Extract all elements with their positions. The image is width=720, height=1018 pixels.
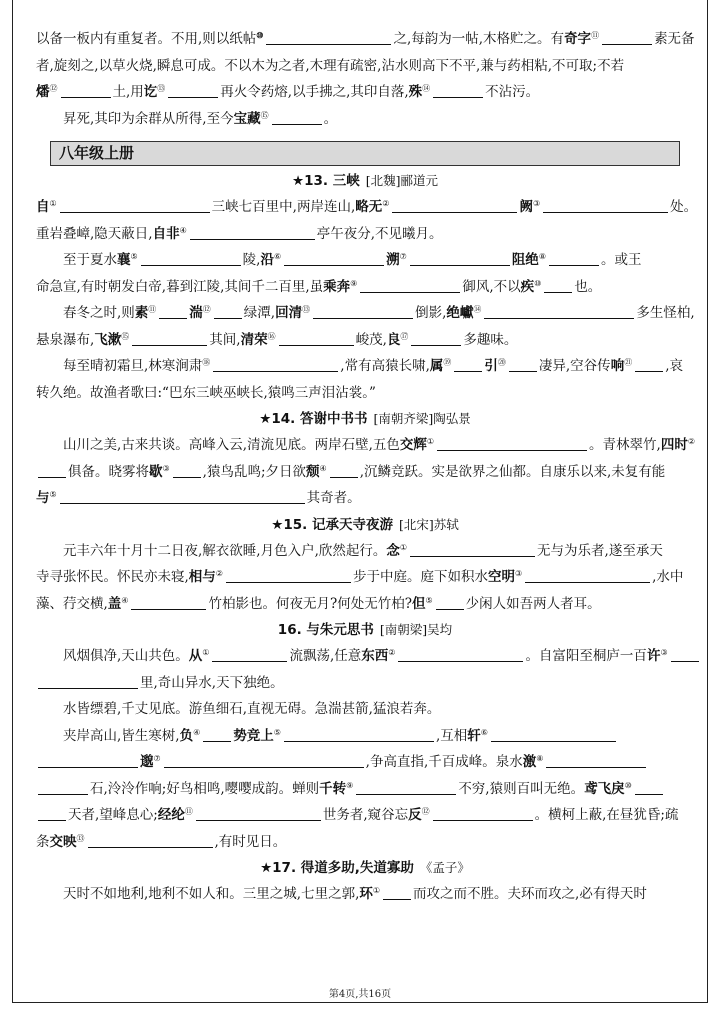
answer-blank[interactable] (433, 83, 483, 98)
lesson-title: ★17. 得道多助,失道寡助 《孟子》 (260, 860, 470, 876)
text-line: 元丰六年十月十二日夜,解衣欲睡,月色入户,欣然起行。念① 无与为乐者,遂至承天 (63, 542, 663, 559)
text-line: 与⑤ 其奇者。 (36, 490, 361, 506)
answer-blank[interactable] (164, 753, 364, 768)
answer-blank[interactable] (60, 489, 305, 504)
text-line: 邈⑦ ,争高直指,千百成峰。泉水激⑧ (36, 749, 694, 776)
answer-blank[interactable] (491, 727, 616, 742)
answer-blank[interactable] (284, 727, 434, 742)
section-heading: 八年级上册 (50, 141, 680, 166)
answer-blank[interactable] (433, 806, 533, 821)
answer-blank[interactable] (635, 780, 663, 795)
answer-blank[interactable] (360, 278, 460, 293)
answer-blank[interactable] (410, 542, 535, 557)
text-line: 天者,望峰息心;经纶⑪ 世务者,窥谷忘反⑫ 。横柯上蔽,在昼犹昏;疏 (36, 802, 694, 829)
answer-blank[interactable] (279, 331, 354, 346)
text-line: 重岩叠嶂,隐天蔽日,自非④ 亭午夜分,不见曦月。 (36, 225, 443, 242)
text-line: 至于夏水襄⑤ 陵,沿⑥ 溯⑦ 阻绝⑧ 。或王 (63, 252, 642, 268)
answer-blank[interactable] (392, 198, 517, 213)
answer-blank[interactable] (398, 647, 523, 662)
answer-blank[interactable] (61, 83, 111, 98)
text-line: 每至晴初霜旦,林寒涧肃⑱ ,常有高猿长啸,属⑲ 引⑳ 凄异,空谷传响$^㉑$ ,哀 (63, 358, 683, 374)
text-line: 山川之美,古来共谈。高峰入云,清流见底。两岸石壁,五色交辉① 。青林翠竹,四时② (63, 437, 696, 453)
answer-blank[interactable] (173, 463, 201, 478)
text-line: 命急宣,有时朝发白帝,暮到江陵,其间千二百里,虽乘奔⑨ 御风,不以疾⑩ 也。 (36, 278, 602, 295)
answer-blank[interactable] (203, 727, 231, 742)
answer-blank[interactable] (383, 885, 411, 900)
text-line: 藻、荇交横,盖④ 竹柏影也。何夜无月?何处无竹柏?但⑤ 少闲人如吾两人者耳。 (36, 595, 601, 612)
answer-blank[interactable] (168, 83, 218, 98)
text-line: 昇死,其印为余群从所得,至今宝藏⑮ 。 (63, 110, 338, 127)
answer-blank[interactable] (437, 436, 587, 451)
answer-blank[interactable] (60, 198, 210, 213)
answer-blank[interactable] (266, 30, 391, 45)
text-line: 石,泠泠作响;好鸟相鸣,嘤嘤成韵。蝉则千转⑨ 不穷,猿则百叫无绝。鸢飞戾⑩ (36, 776, 694, 803)
lesson-title: ★14. 答谢中书书 [南朝齐梁]陶弘景 (259, 411, 471, 427)
text-line: 悬泉瀑布,飞漱⑮ 其间,清荣⑯ 峻茂,良⑰ 多趣味。 (36, 331, 518, 348)
answer-blank[interactable] (313, 304, 413, 319)
lesson-title: ★13. 三峡 [北魏]郦道元 (292, 173, 438, 189)
answer-blank[interactable] (141, 251, 241, 266)
text-line: 春冬之时,则素⑪ 湍⑫ 绿潭,回清⑬ 倒影,绝巘⑭ 多生怪柏, (63, 305, 695, 321)
answer-blank[interactable] (214, 304, 242, 319)
answer-blank[interactable] (525, 568, 650, 583)
text-line: 风烟俱净,天山共色。从① 流飘荡,任意东西② 。自富阳至桐庐一百许③ (36, 643, 694, 670)
text-line: 燔⑫ 土,用讫⑬ 再火令药熔,以手拂之,其印自落,殊⑭ 不沾污。 (36, 84, 540, 100)
answer-blank[interactable] (38, 753, 138, 768)
answer-blank[interactable] (330, 463, 358, 478)
text-line: 转久绝。故渔者歌曰:“巴东三峡巫峡长,猿鸣三声泪沾裳。” (36, 384, 376, 401)
answer-blank[interactable] (356, 780, 456, 795)
answer-blank[interactable] (38, 463, 66, 478)
answer-blank[interactable] (411, 331, 461, 346)
text-line: 寺寻张怀民。怀民亦未寝,相与② 步于中庭。庭下如积水空明③ ,水中 (36, 569, 684, 585)
lesson-title: 16. 与朱元思书 [南朝梁]吴均 (277, 622, 453, 638)
page-content (36, 26, 698, 908)
answer-blank[interactable] (272, 110, 322, 125)
answer-blank[interactable] (549, 251, 599, 266)
answer-blank[interactable] (484, 304, 634, 319)
answer-blank[interactable] (284, 251, 384, 266)
answer-blank[interactable] (546, 753, 646, 768)
answer-blank[interactable] (88, 833, 213, 848)
answer-blank[interactable] (132, 331, 207, 346)
answer-blank[interactable] (543, 198, 668, 213)
answer-blank[interactable] (38, 780, 88, 795)
answer-blank[interactable] (196, 806, 321, 821)
text-line: 夹岸高山,皆生寒树,负④ 势竞上⑤ ,互相轩⑥ (36, 723, 694, 750)
text-line: 条交映⑬ ,有时见日。 (36, 833, 287, 850)
text-line: 以备一板内有重复者。不用,则以纸帖⑩ 之,每韵为一帖,木格贮之。有奇字⑪ 素无备 (36, 30, 695, 47)
text-line: 里,奇山异水,天下独绝。 (36, 670, 694, 697)
answer-blank[interactable] (213, 357, 338, 372)
answer-blank[interactable] (226, 568, 351, 583)
answer-blank[interactable] (436, 595, 464, 610)
answer-blank[interactable] (410, 251, 510, 266)
text-line: 天时不如地利,地利不如人和。三里之城,七里之郭,环① 而攻之而不胜。夫环而攻之,必有得天时 (63, 886, 647, 902)
lesson-title: ★15. 记承天寺夜游 [北宋]苏轼 (271, 516, 459, 533)
answer-blank[interactable] (159, 304, 187, 319)
answer-blank[interactable] (509, 357, 537, 372)
text-line: 水皆缥碧,千丈见底。游鱼细石,直视无碍。急湍甚箭,猛浪若奔。 (63, 701, 441, 717)
page-number: 第4页,共16页 (328, 989, 392, 1000)
answer-blank[interactable] (602, 30, 652, 45)
answer-blank[interactable] (38, 674, 138, 689)
answer-blank[interactable] (38, 806, 66, 821)
text-line: 俱备。晓雾将歇③ ,猿鸟乱鸣;夕日欲颓④ ,沉鳞竞跃。实是欲界之仙都。自康乐以来,未复有能 (36, 459, 694, 486)
answer-blank[interactable] (454, 357, 482, 372)
text-line: 自① 三峡七百里中,两岸连山,略无② 阙③ 处。 (36, 199, 698, 215)
answer-blank[interactable] (635, 357, 663, 372)
answer-blank[interactable] (544, 278, 572, 293)
answer-blank[interactable] (671, 647, 699, 662)
text-line: 者,旋刻之,以草火烧,瞬息可成。不以木为之者,木理有疏密,沾水则高下不平,兼与药相粘,不可取;不若 (36, 57, 625, 74)
answer-blank[interactable] (190, 225, 315, 240)
answer-blank[interactable] (212, 647, 287, 662)
answer-blank[interactable] (131, 595, 206, 610)
